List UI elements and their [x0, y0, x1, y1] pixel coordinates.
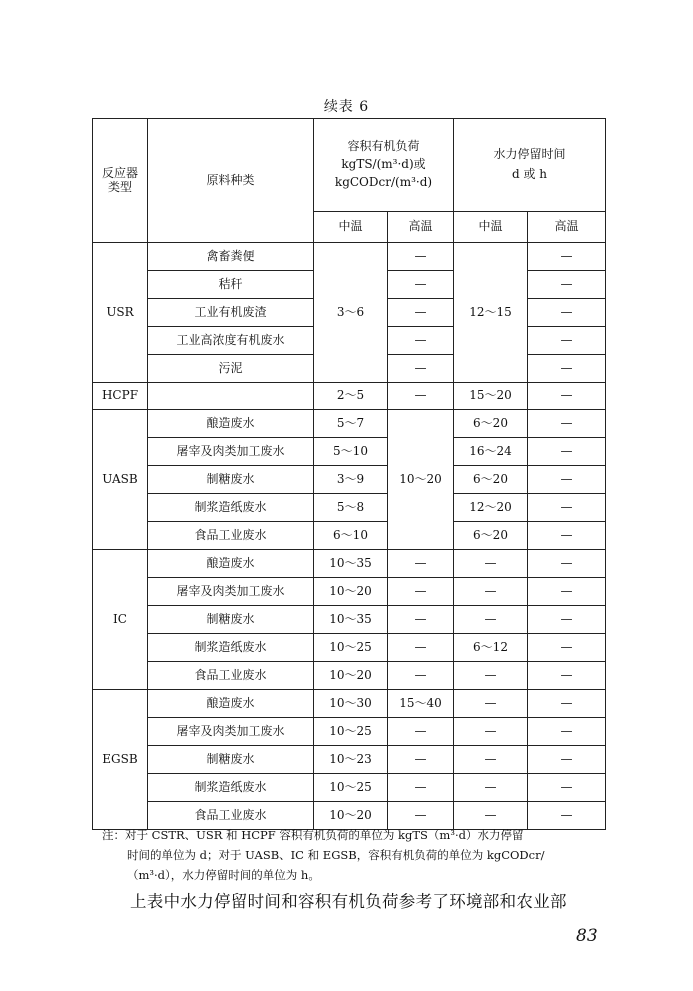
- feed-cell: 食品工业废水: [148, 662, 314, 690]
- reactor-cell: USR: [93, 243, 148, 383]
- table-row: [93, 522, 606, 550]
- load-thermo-cell: —: [388, 550, 454, 578]
- hrt-meso-cell: 12～20: [454, 494, 528, 522]
- hrt-thermo-cell: —: [528, 494, 606, 522]
- hrt-thermo-cell: —: [528, 690, 606, 718]
- reactor-cell: IC: [93, 550, 148, 690]
- header-hrt-meso: 中温: [454, 212, 528, 243]
- hrt-meso-cell: 12～15: [454, 243, 528, 383]
- load-meso-cell: 10～25: [314, 718, 388, 746]
- feed-cell: [148, 383, 314, 410]
- hrt-thermo-cell: —: [528, 662, 606, 690]
- table-row: [93, 746, 606, 774]
- load-meso-cell: 3～6: [314, 243, 388, 383]
- load-meso-cell: 10～23: [314, 746, 388, 774]
- footnote-line-2: 时间的单位为 d；对于 UASB、IC 和 EGSB，容积有机负荷的单位为 kgCODcr/: [127, 848, 545, 862]
- table-row: [93, 774, 606, 802]
- feed-cell: 食品工业废水: [148, 802, 314, 830]
- hrt-meso-cell: —: [454, 606, 528, 634]
- reactor-cell: HCPF: [93, 383, 148, 410]
- feed-cell: 酿造废水: [148, 690, 314, 718]
- load-meso-cell: 10～20: [314, 662, 388, 690]
- hrt-meso-cell: 6～20: [454, 410, 528, 438]
- load-meso-cell: 5～7: [314, 410, 388, 438]
- feed-cell: 制浆造纸废水: [148, 494, 314, 522]
- hrt-thermo-cell: —: [528, 550, 606, 578]
- hrt-meso-cell: 6～12: [454, 634, 528, 662]
- hrt-meso-cell: 16～24: [454, 438, 528, 466]
- hrt-meso-cell: 6～20: [454, 466, 528, 494]
- hrt-meso-cell: 6～20: [454, 522, 528, 550]
- feed-cell: 屠宰及肉类加工废水: [148, 438, 314, 466]
- table-row: [93, 243, 606, 271]
- hrt-thermo-cell: —: [528, 466, 606, 494]
- load-meso-cell: 5～8: [314, 494, 388, 522]
- hrt-meso-cell: —: [454, 774, 528, 802]
- load-thermo-cell: 10～20: [388, 410, 454, 550]
- reactor-cell: UASB: [93, 410, 148, 550]
- load-thermo-cell: —: [388, 718, 454, 746]
- load-thermo-cell: 15～40: [388, 690, 454, 718]
- hrt-thermo-cell: —: [528, 243, 606, 271]
- feed-cell: 制糖废水: [148, 606, 314, 634]
- feed-cell: 制糖废水: [148, 466, 314, 494]
- load-meso-cell: 6～10: [314, 522, 388, 550]
- feed-cell: 屠宰及肉类加工废水: [148, 578, 314, 606]
- hrt-thermo-cell: —: [528, 271, 606, 299]
- header-hrt-line-1: 水力停留时间: [493, 147, 566, 162]
- load-meso-cell: 2～5: [314, 383, 388, 410]
- load-thermo-cell: —: [388, 299, 454, 327]
- hrt-meso-cell: —: [454, 578, 528, 606]
- table-row: [93, 606, 606, 634]
- hrt-thermo-cell: —: [528, 383, 606, 410]
- hrt-meso-cell: —: [454, 802, 528, 830]
- hrt-thermo-cell: —: [528, 410, 606, 438]
- table-row: [93, 578, 606, 606]
- feed-cell: 制浆造纸废水: [148, 774, 314, 802]
- load-thermo-cell: —: [388, 662, 454, 690]
- footnote-line-1: 注：对于 CSTR、USR 和 HCPF 容积有机负荷的单位为 kgTS（m³·d）水力停留: [102, 828, 524, 842]
- header-load-meso: 中温: [314, 212, 388, 243]
- hrt-thermo-cell: —: [528, 522, 606, 550]
- table-row: [93, 662, 606, 690]
- hrt-meso-cell: —: [454, 550, 528, 578]
- hrt-thermo-cell: —: [528, 606, 606, 634]
- header-row-1: [93, 119, 606, 212]
- feed-cell: 酿造废水: [148, 410, 314, 438]
- load-meso-cell: 10～20: [314, 802, 388, 830]
- header-load-thermo: 高温: [388, 212, 454, 243]
- table-footnote: [102, 825, 612, 885]
- feed-cell: 污泥: [148, 355, 314, 383]
- hrt-thermo-cell: —: [528, 634, 606, 662]
- load-meso-cell: 10～35: [314, 550, 388, 578]
- hrt-meso-cell: —: [454, 746, 528, 774]
- load-meso-cell: 10～25: [314, 634, 388, 662]
- feed-cell: 工业高浓度有机废水: [148, 327, 314, 355]
- load-meso-cell: 5～10: [314, 438, 388, 466]
- header-volumetric-load: [314, 119, 454, 212]
- table-row: [93, 718, 606, 746]
- load-thermo-cell: —: [388, 355, 454, 383]
- load-thermo-cell: —: [388, 802, 454, 830]
- feed-cell: 禽畜粪便: [148, 243, 314, 271]
- feed-cell: 制浆造纸废水: [148, 634, 314, 662]
- header-load-line-1: 容积有机负荷: [347, 139, 420, 154]
- header-load-line-3: kgCODcr/(m³·d): [334, 174, 433, 189]
- hrt-meso-cell: —: [454, 690, 528, 718]
- header-hrt: [454, 119, 606, 212]
- load-thermo-cell: —: [388, 383, 454, 410]
- feed-cell: 工业有机废渣: [148, 299, 314, 327]
- header-hrt-line-2: d 或 h: [511, 167, 548, 181]
- feed-cell: 食品工业废水: [148, 522, 314, 550]
- table-row: [93, 466, 606, 494]
- body-paragraph: 上表中水力停留时间和容积有机负荷参考了环境部和农业部: [130, 892, 567, 911]
- load-meso-cell: 3～9: [314, 466, 388, 494]
- footnote-line-3: （m³·d），水力停留时间的单位为 h。: [127, 868, 320, 882]
- table-row: [93, 494, 606, 522]
- table-row: [93, 410, 606, 438]
- page-number: 83: [576, 926, 598, 946]
- table-row: [93, 690, 606, 718]
- table-row: [93, 634, 606, 662]
- hrt-thermo-cell: —: [528, 438, 606, 466]
- load-thermo-cell: —: [388, 271, 454, 299]
- hrt-thermo-cell: —: [528, 774, 606, 802]
- digester-parameter-table: [92, 118, 606, 830]
- table-row: [93, 550, 606, 578]
- load-meso-cell: 10～20: [314, 578, 388, 606]
- feed-cell: 制糖废水: [148, 746, 314, 774]
- header-hrt-thermo: 高温: [528, 212, 606, 243]
- table-row: [93, 438, 606, 466]
- hrt-thermo-cell: —: [528, 327, 606, 355]
- hrt-thermo-cell: —: [528, 578, 606, 606]
- header-reactor-type: 反应器 类型: [93, 119, 148, 243]
- load-meso-cell: 10～35: [314, 606, 388, 634]
- hrt-meso-cell: —: [454, 718, 528, 746]
- load-meso-cell: 10～30: [314, 690, 388, 718]
- load-thermo-cell: —: [388, 578, 454, 606]
- feed-cell: 秸秆: [148, 271, 314, 299]
- header-load-line-2: kgTS/(m³·d)或: [341, 157, 426, 172]
- hrt-thermo-cell: —: [528, 746, 606, 774]
- hrt-thermo-cell: —: [528, 718, 606, 746]
- load-thermo-cell: —: [388, 746, 454, 774]
- hrt-thermo-cell: —: [528, 802, 606, 830]
- load-meso-cell: 10～25: [314, 774, 388, 802]
- load-thermo-cell: —: [388, 634, 454, 662]
- feed-cell: 屠宰及肉类加工废水: [148, 718, 314, 746]
- table-caption: 续表 6: [323, 99, 370, 115]
- load-thermo-cell: —: [388, 606, 454, 634]
- load-thermo-cell: —: [388, 327, 454, 355]
- table-row: [93, 383, 606, 410]
- hrt-thermo-cell: —: [528, 355, 606, 383]
- load-thermo-cell: —: [388, 243, 454, 271]
- hrt-thermo-cell: —: [528, 299, 606, 327]
- load-thermo-cell: —: [388, 774, 454, 802]
- header-feedstock: 原料种类: [148, 119, 314, 243]
- hrt-meso-cell: —: [454, 662, 528, 690]
- reactor-cell: EGSB: [93, 690, 148, 830]
- feed-cell: 酿造废水: [148, 550, 314, 578]
- hrt-meso-cell: 15～20: [454, 383, 528, 410]
